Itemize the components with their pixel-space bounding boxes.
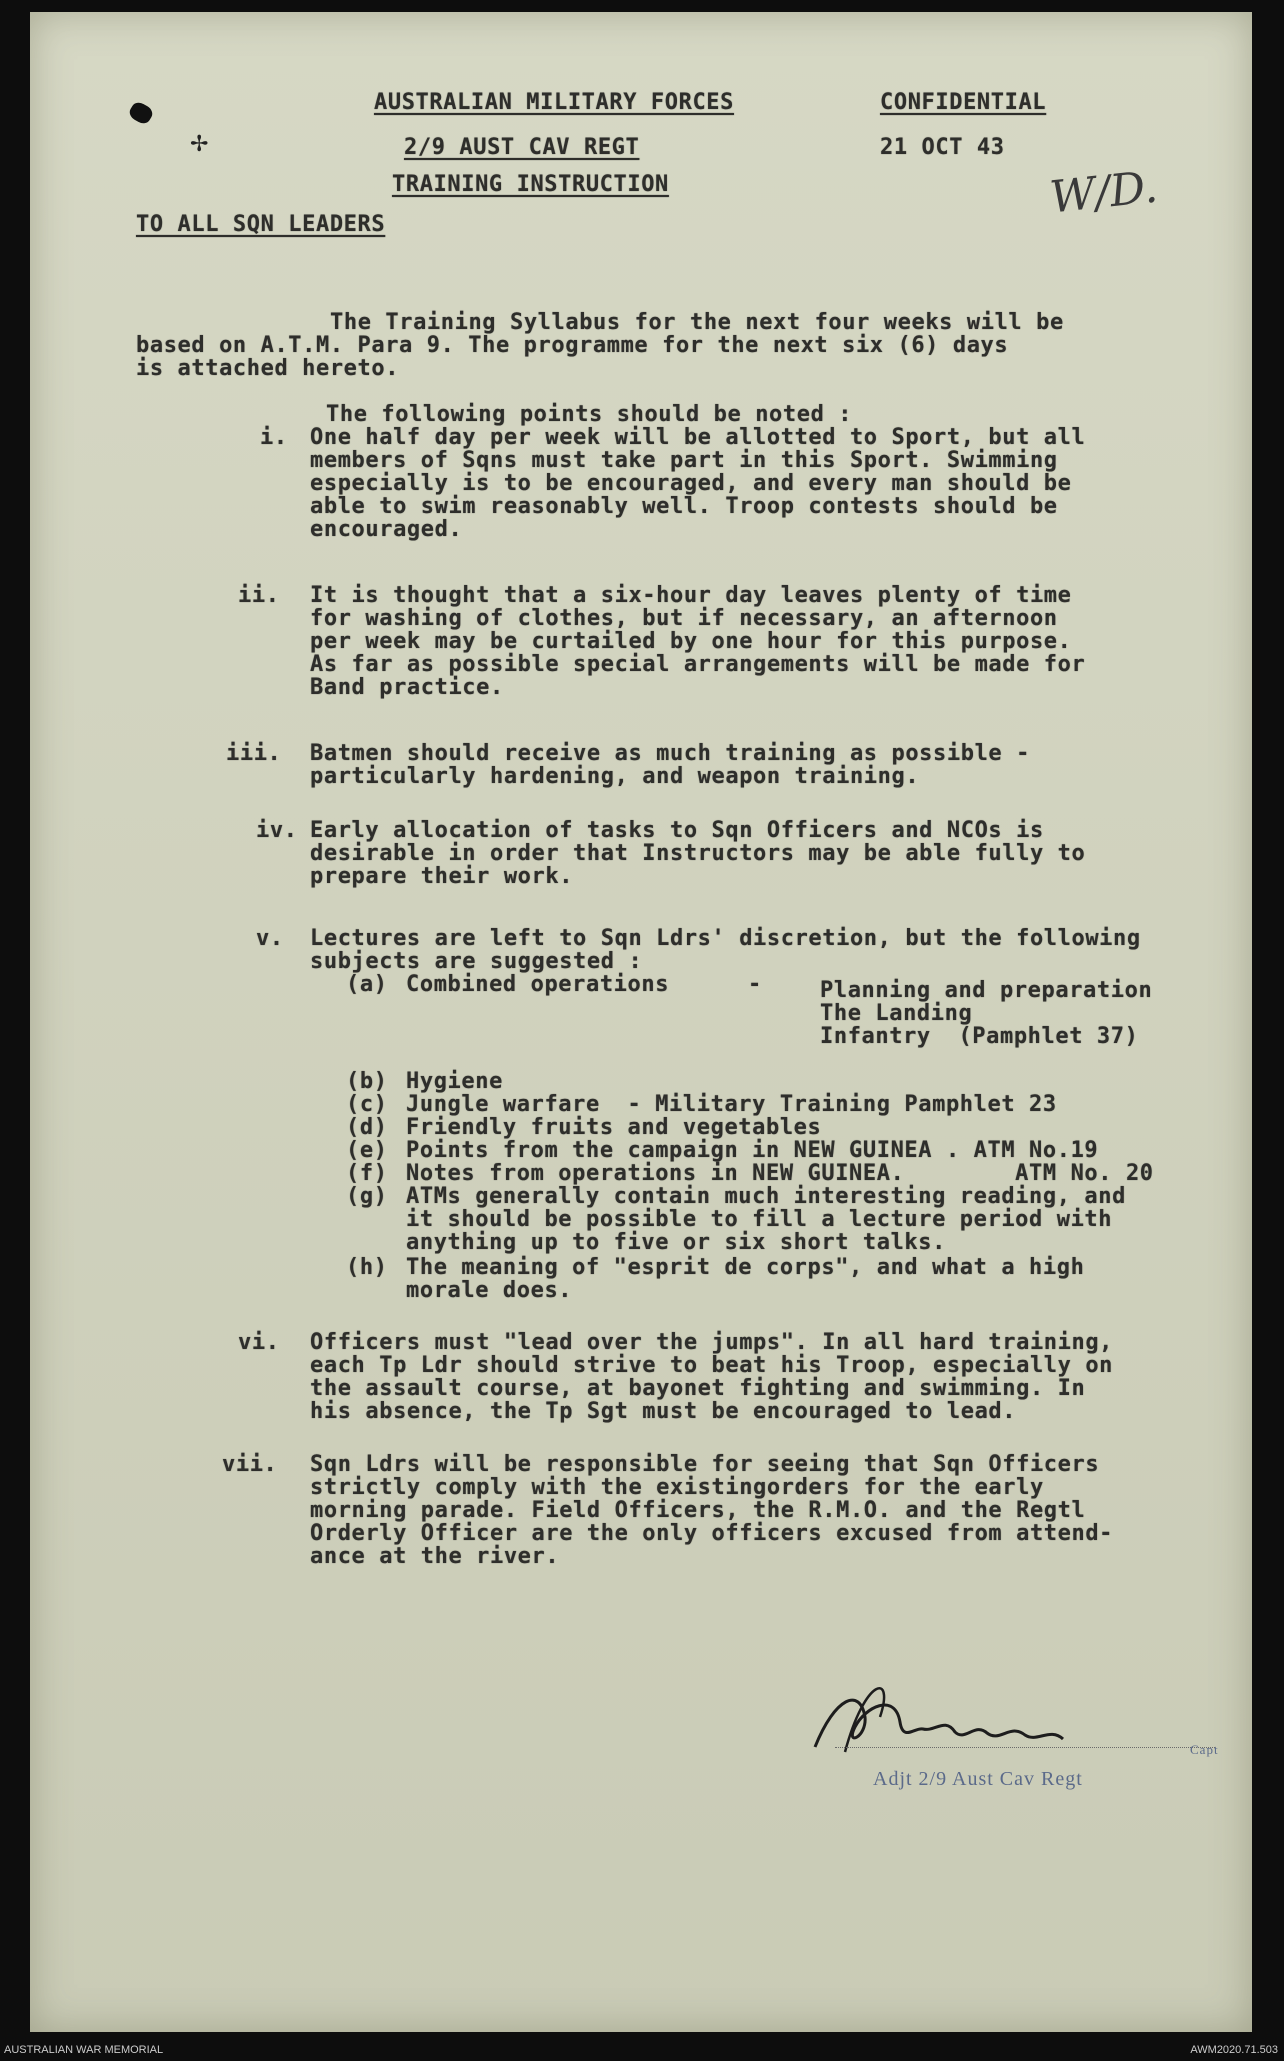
lecture-label: (b): [346, 1069, 388, 1094]
point-line: ance at the river.: [310, 1544, 560, 1569]
point-line: each Tp Ldr should strive to beat his Troop, especially on: [310, 1353, 1114, 1378]
point-line: especially is to be encouraged, and every man should be: [310, 471, 1072, 496]
lecture-label: (g): [346, 1184, 388, 1209]
document-date: 21 OCT 43: [880, 135, 1005, 160]
intro-line: based on A.T.M. Para 9. The programme for the next six (6) days: [136, 333, 1009, 358]
point-line: desirable in order that Instructors may be able fully to: [310, 841, 1086, 866]
intro-line: is attached hereto.: [136, 356, 400, 381]
signature-line: [835, 1747, 1215, 1748]
handwritten-signature: [805, 1677, 1075, 1767]
lecture-label: (a): [346, 972, 388, 997]
point-line: It is thought that a six-hour day leaves plenty of time: [310, 583, 1072, 608]
point-line: encouraged.: [310, 517, 463, 542]
lecture-line: Jungle warfare - Military Training Pamphlet 23: [406, 1092, 1057, 1117]
rank-stamp: Capt: [1190, 1742, 1219, 1757]
point-line: members of Sqns must take part in this Sport. Swimming: [310, 448, 1058, 473]
point-number: i.: [260, 425, 288, 450]
lecture-subline: The Landing: [820, 1001, 973, 1026]
footer-credit: AUSTRALIAN WAR MEMORIAL: [4, 2044, 164, 2056]
lecture-line: Hygiene: [406, 1069, 503, 1094]
intro-line: The Training Syllabus for the next four weeks will be: [330, 310, 1064, 335]
document-title: TRAINING INSTRUCTION: [392, 172, 669, 197]
lecture-line: ATMs generally contain much interesting reading, and: [406, 1184, 1126, 1209]
point-line: Officers must "lead over the jumps". In all hard training,: [310, 1330, 1114, 1355]
lecture-line: anything up to five or six short talks.: [406, 1230, 946, 1255]
point-line: Band practice.: [310, 675, 504, 700]
point-line: his absence, the Tp Sgt must be encouraged to lead.: [310, 1399, 1017, 1424]
point-line: strictly comply with the existingorders for the early: [310, 1475, 1044, 1500]
point-line: Sqn Ldrs will be responsible for seeing that Sqn Officers: [310, 1452, 1100, 1477]
org-heading: AUSTRALIAN MILITARY FORCES: [374, 90, 734, 115]
point-line: able to swim reasonably well. Troop contests should be: [310, 494, 1058, 519]
point-line: for washing of clothes, but if necessary, an afternoon: [310, 606, 1058, 631]
point-number: v.: [256, 926, 284, 951]
lecture-line: morale does.: [406, 1278, 573, 1303]
point-line: per week may be curtailed by one hour for this purpose.: [310, 629, 1072, 654]
point-number: iv.: [256, 818, 298, 843]
points-intro: The following points should be noted :: [326, 402, 853, 427]
point-line: morning parade. Field Officers, the R.M.O. and the Regtl: [310, 1498, 1086, 1523]
lecture-label: (c): [346, 1092, 388, 1117]
point-line: the assault course, at bayonet fighting and swimming. In: [310, 1376, 1086, 1401]
point-number: ii.: [238, 583, 280, 608]
lecture-label: (d): [346, 1115, 388, 1140]
lecture-line: it should be possible to fill a lecture period with: [406, 1207, 1113, 1232]
lecture-line: The meaning of "esprit de corps", and what a high: [406, 1255, 1085, 1280]
lecture-label: (f): [346, 1161, 388, 1186]
lecture-label: (e): [346, 1138, 388, 1163]
handwritten-note: W/D.: [1047, 161, 1161, 224]
lecture-subline: Planning and preparation: [820, 978, 1153, 1003]
point-number: iii.: [226, 741, 282, 766]
point-line: Batmen should receive as much training as possible -: [310, 741, 1030, 766]
point-line: Early allocation of tasks to Sqn Officers and NCOs is: [310, 818, 1044, 843]
point-line: Lectures are left to Sqn Ldrs' discretion, but the following: [310, 926, 1141, 951]
footer-accession-number: AWM2020.71.503: [1190, 2044, 1278, 2056]
punch-hole-mark: [127, 100, 155, 127]
lecture-label: (h): [346, 1255, 388, 1280]
appointment-stamp: Adjt 2/9 Aust Cav Regt: [873, 1768, 1083, 1790]
point-number: vi.: [238, 1330, 280, 1355]
point-number: vii.: [222, 1452, 278, 1477]
lecture-line: Notes from operations in NEW GUINEA. ATM No. 20: [406, 1161, 1154, 1186]
point-line: One half day per week will be allotted to Sport, but all: [310, 425, 1086, 450]
classification-label: CONFIDENTIAL: [880, 90, 1047, 115]
point-line: subjects are suggested :: [310, 949, 643, 974]
point-line: prepare their work.: [310, 864, 574, 889]
lecture-subline: Infantry (Pamphlet 37): [820, 1024, 1139, 1049]
lecture-line: Combined operations: [406, 972, 670, 997]
point-line: Orderly Officer are the only officers excused from attend-: [310, 1521, 1114, 1546]
addressee-line: TO ALL SQN LEADERS: [136, 212, 386, 237]
staple-mark: ✢: [190, 132, 209, 157]
unit-heading: 2/9 AUST CAV REGT: [404, 135, 640, 160]
document-page: [30, 12, 1252, 2032]
lecture-line: Friendly fruits and vegetables: [406, 1115, 822, 1140]
point-line: As far as possible special arrangements will be made for: [310, 652, 1086, 677]
lecture-dash: -: [748, 972, 762, 997]
point-line: particularly hardening, and weapon training.: [310, 764, 920, 789]
lecture-line: Points from the campaign in NEW GUINEA . ATM No.19: [406, 1138, 1099, 1163]
